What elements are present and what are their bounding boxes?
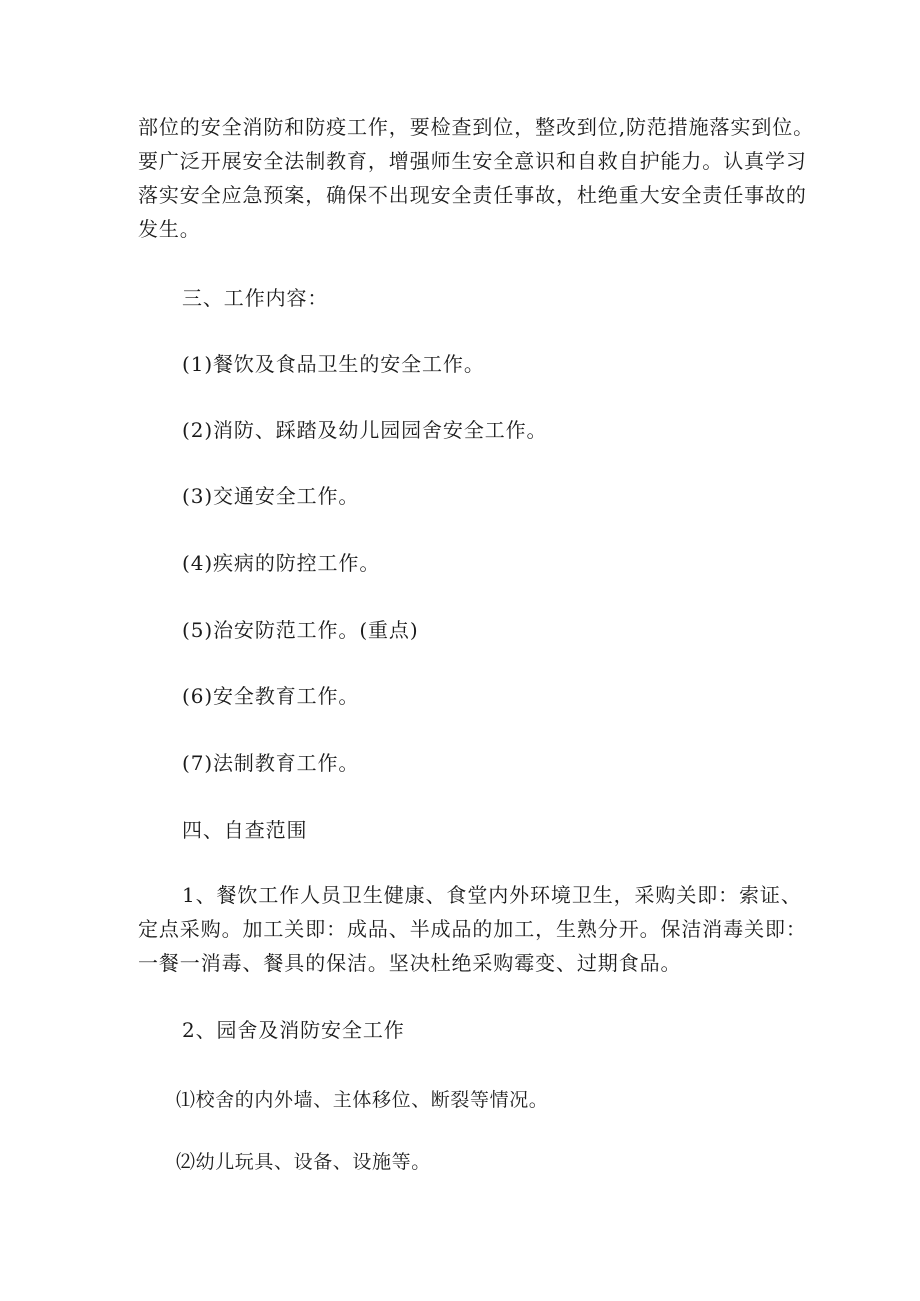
section-3-item-3: (3)交通安全工作。 [182,484,360,508]
section-4-heading: 四、自查范围 [182,818,308,842]
section-3-item-6: (6)安全教育工作。 [182,684,360,708]
section-3-heading: 三、工作内容： [182,286,329,310]
subsection-2-item-1: ⑴校舍的内外墙、主体移位、断裂等情况。 [176,1089,549,1111]
section-4-para-line-2: 定点采购。加工关即：成品、半成品的加工，生熟分开。保洁消毒关即： [138,917,807,941]
section-3-item-7: (7)法制教育工作。 [182,751,360,775]
intro-line-2: 要广泛开展安全法制教育，增强师生安全意识和自救自护能力。认真学习 [138,149,807,173]
section-4-para-line-1: 1、餐饮工作人员卫生健康、食堂内外环境卫生，采购关即：索证、 [182,883,802,907]
section-3-item-4: (4)疾病的防控工作。 [182,551,381,575]
intro-line-3: 落实安全应急预案，确保不出现安全责任事故，杜绝重大安全责任事故的 [138,183,807,207]
section-3-item-2: (2)消防、踩踏及幼儿园园舍安全工作。 [182,418,548,442]
section-4-para-line-3: 一餐一消毒、餐具的保洁。坚决杜绝采购霉变、过期食品。 [138,951,682,975]
section-3-item-5: (5)治安防范工作。(重点) [182,618,419,642]
subsection-2-heading: 2、园舍及消防安全工作 [182,1018,405,1042]
intro-line-1: 部位的安全消防和防疫工作，要检查到位，整改到位,防范措施落实到位。 [138,115,815,139]
intro-line-4: 发生。 [138,217,201,241]
section-3-item-1: (1)餐饮及食品卫生的安全工作。 [182,352,485,376]
subsection-2-item-2: ⑵幼儿玩具、设备、设施等。 [176,1151,431,1173]
